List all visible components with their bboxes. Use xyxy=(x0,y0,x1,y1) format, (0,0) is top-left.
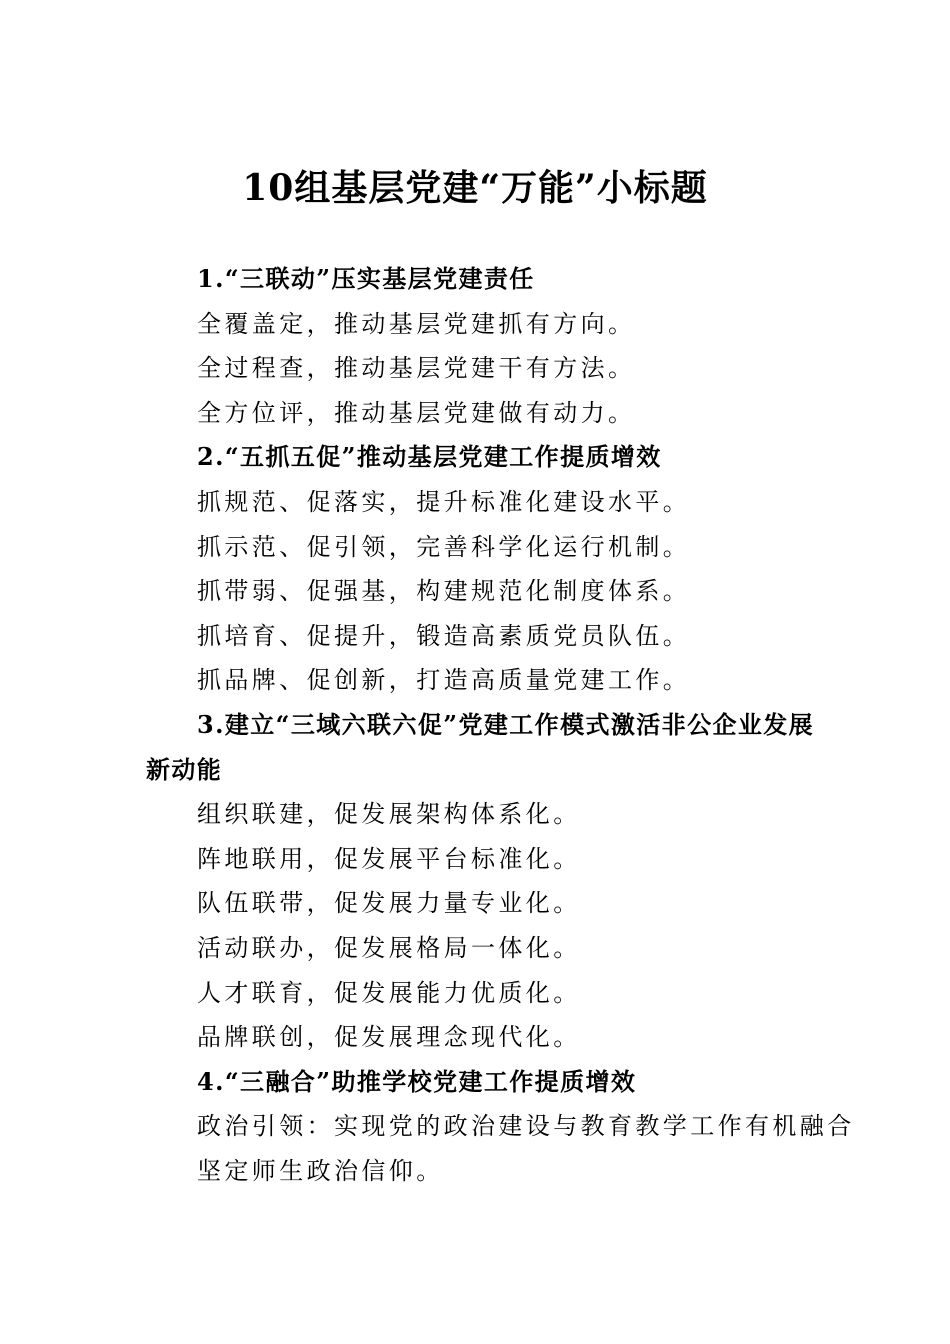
section-1-item: 全方位评，推动基层党建做有动力。 xyxy=(197,398,636,427)
section-3-item: 队伍联带，促发展力量专业化。 xyxy=(197,889,581,918)
section-3-item: 品牌联创，促发展理念现代化。 xyxy=(197,1023,581,1052)
section-3-item: 人才联育，促发展能力优质化。 xyxy=(197,978,581,1007)
section-2-item: 抓示范、促引领，完善科学化运行机制。 xyxy=(197,532,691,561)
section-3-item: 活动联办，促发展格局一体化。 xyxy=(197,933,581,962)
section-2-item: 抓品牌、促创新，打造高质量党建工作。 xyxy=(197,666,691,695)
section-3-heading: 3.建立“三域六联六促”党建工作模式激活非公企业发展新动能 xyxy=(146,709,815,784)
section-3-item: 组织联建，促发展架构体系化。 xyxy=(197,800,581,829)
section-4-item: 政治引领：实现党的政治建设与教育教学工作有机融合 xyxy=(197,1112,855,1141)
document-body xyxy=(146,257,855,1193)
section-2-item: 抓带弱、促强基，构建规范化制度体系。 xyxy=(197,577,691,606)
section-1-item: 全过程查，推动基层党建干有方法。 xyxy=(197,354,636,383)
section-1-heading: 1.“三联动”压实基层党建责任 xyxy=(197,264,535,293)
section-1-item: 全覆盖定，推动基层党建抓有方向。 xyxy=(197,309,636,338)
section-4-heading: 4.“三融合”助推学校党建工作提质增效 xyxy=(197,1066,637,1096)
document-title: 10组基层党建“万能”小标题 xyxy=(242,167,708,209)
section-3-item: 阵地联用，促发展平台标准化。 xyxy=(197,844,581,873)
section-2-heading: 2.“五抓五促”推动基层党建工作提质增效 xyxy=(197,442,662,472)
section-2-item: 抓培育、促提升，锻造高素质党员队伍。 xyxy=(197,621,691,650)
section-2-item: 抓规范、促落实，提升标准化建设水平。 xyxy=(197,487,691,516)
section-4-item: 坚定师生政治信仰。 xyxy=(197,1156,444,1185)
